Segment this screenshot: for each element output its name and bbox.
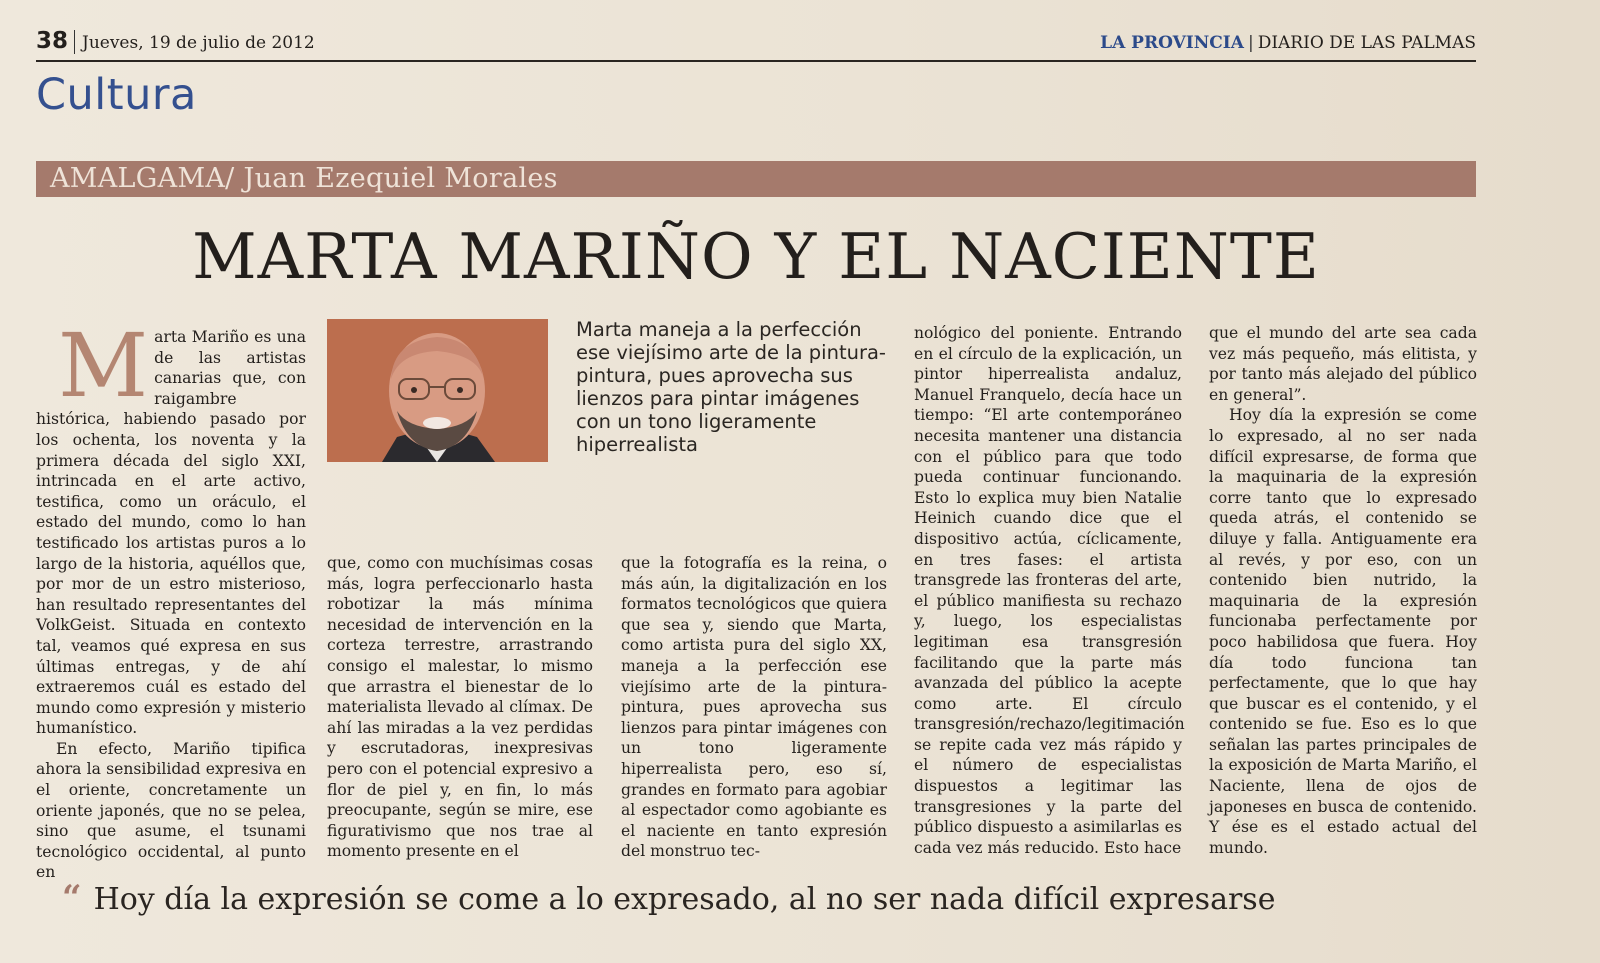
page-number: 38 [36, 28, 69, 54]
quote-mark-icon: “ [62, 878, 82, 918]
portrait-illustration [327, 319, 548, 462]
header-divider [74, 30, 75, 54]
article-column-4: nológico del poniente. Entrando en el círculo de la explicación, un pintor hiperrealista andaluz, Manuel Franquelo, decía hace un tiempo: “El arte contemporáneo necesita mantener una distancia con el público para que todo pueda continuar funcionando. Esto lo explica muy bien Natalie Heinich cuando dice que el dispositivo actúa, cíclicamente, en tres fases: el artista transgrede las fronteras del arte, el público manifiesta su rechazo y, luego, los especialistas legitiman esa transgresión facilitando que la parte más avanzada del público la acepte como arte. El círculo transgresión/rechazo/legitimación se repite cada vez más rápido y el número de especialistas dispuestos a legitimar las transgresiones y la parte del público dispuesto a asimilarlas es cada vez más reducido. Esto hace [914, 324, 1185, 857]
column-5-paragraph-2: Hoy día la expresión se come lo expresado, al no ser nada difícil expresarse, de forma que la maquinaria de la expresión corre tanto que lo expresado queda atrás, el contenido se diluye y falla. Antiguamente era al revés, y por eso, con un contenido bien nutrido, la maquinaria de la expresión funcionaba perfectamente por poco habilidosa que fuera. Hoy día todo funciona tan perfectamente, que lo que hay que buscar es el contenido, y el contenido se fue. Eso es lo que señalan las partes principales de la exposición de Marta Mariño, el Naciente, llena de ojos de japoneses en busca de contenido. Y ése es el estado actual del mundo. [1209, 406, 1477, 857]
article-column-5 [1209, 323, 1477, 858]
column-5-paragraph-1: que el mundo del arte sea cada vez más pequeño, más elitista, y por tanto más alejado del público en general”. [1209, 324, 1477, 404]
column-1-paragraph-1: arta Mariño es una de las artistas canarias que, con raigambre histórica, habiendo pasado por los ochenta, los noventa y la primera década del siglo XXI, intrincada en el arte activo, testifica, como un oráculo, el estado del mundo, como lo han testificado los artistas puros a lo largo de la historia, aquéllos que, por mor de un estro misterioso, han resultado representantes del VolkGeist. Situada en contexto tal, veamos qué expresa en sus últimas entregas, y de ahí extraeremos cuál es estado del mundo como expresión y misterio humanístico. [36, 328, 306, 738]
article-column-3: que la fotografía es la reina, o más aún, la digitalización en los formatos tecnológicos que quiera que sea y, siendo que Marta, como artista pura del siglo XX, maneja a la perfección ese viejísimo arte de la pintura-pintura, pues aprovecha sus lienzos para pintar imágenes con un tono ligeramente hiperrealista pero, eso sí, grandes en formato para agobiar al espectador como agobiante es el naciente en tanto expresión del monstruo tec- [621, 554, 887, 861]
author-photo [327, 319, 548, 462]
brand-name: LA PROVINCIA [1100, 33, 1244, 53]
article-column-1 [36, 314, 306, 883]
article-column-2: que, como con muchísimas cosas más, logra perfeccionarlo hasta robotizar la más mínima necesidad de intervención en la corteza terrestre, arrastrando consigo el malestar, lo mismo que arrastra el bienestar de lo materialista llevado al clímax. De ahí las miradas a la vez perdidas y escrutadoras, inexpresivas pero con el potencial expresivo a flor de piel y, en fin, lo más preocupante, según se mire, ese figurativismo que nos trae al momento presente en el [327, 554, 593, 861]
bottom-quote-text: Hoy día la expresión se come a lo expresado, al no ser nada difícil expresarse [93, 882, 1276, 917]
bottom-quote [62, 878, 1275, 918]
masthead [1100, 33, 1476, 53]
headline: MARTA MARIÑO Y EL NACIENTE [192, 220, 1320, 293]
masthead-divider: | [1247, 33, 1254, 53]
column-band [36, 161, 1476, 197]
paper-name: DIARIO DE LAS PALMAS [1257, 33, 1476, 53]
issue-date: Jueves, 19 de julio de 2012 [82, 33, 315, 53]
pull-quote: Marta maneja a la perfección ese viejísimo arte de la pintura-pintura, pues aprovecha sus lienzos para pintar imágenes con un tono ligeramente hiperrealista [576, 318, 886, 456]
drop-cap: M [58, 314, 149, 417]
column-1-paragraph-2: En efecto, Mariño tipifica ahora la sensibilidad expresiva en el oriente, concretamente un oriente japonés, que no se pelea, sino que asume, el tsunami tecnológico occidental, al punto en [36, 739, 306, 882]
section-title: Cultura [36, 70, 197, 120]
column-byline: AMALGAMA/ Juan Ezequiel Morales [50, 163, 558, 194]
page-header [36, 26, 1476, 62]
